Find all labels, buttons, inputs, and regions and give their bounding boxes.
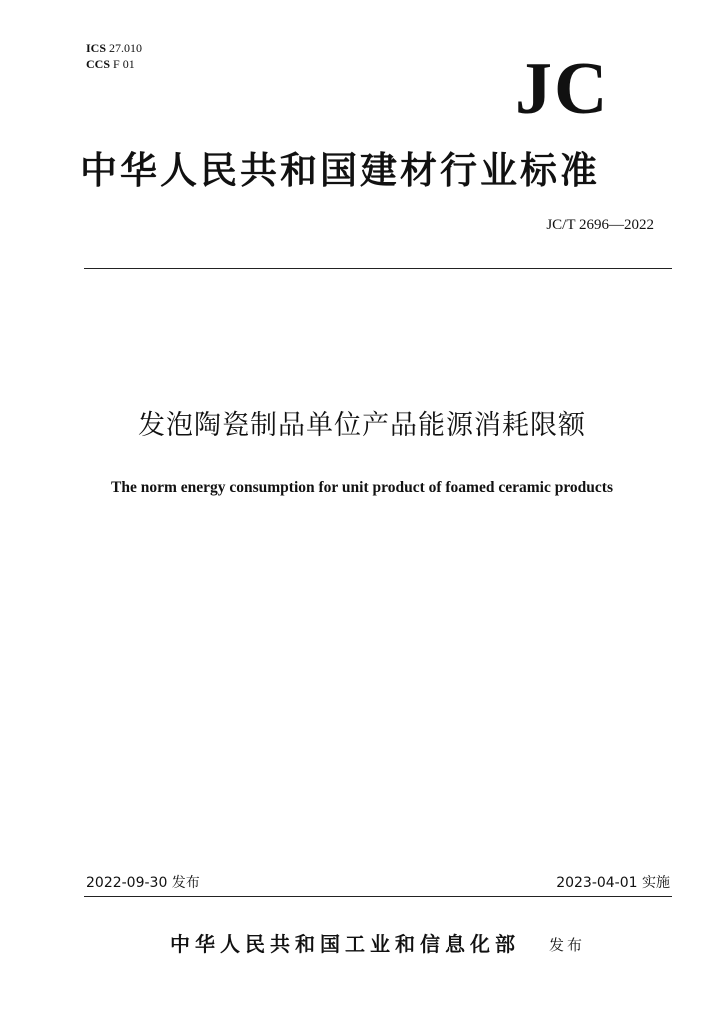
ccs-label: CCS <box>86 57 111 71</box>
ccs-code: F 01 <box>113 57 135 71</box>
implementation-date: 2023-04-01 实施 <box>556 875 670 891</box>
jc-logo: JC <box>515 48 610 130</box>
ics-line <box>86 40 142 56</box>
top-divider <box>84 268 672 269</box>
ics-code: 27.010 <box>109 41 143 55</box>
ics-label: ICS <box>86 41 107 55</box>
standard-number: JC/T 2696—2022 <box>546 217 654 233</box>
document-title-english: The norm energy consumption for unit product of foamed ceramic products <box>110 479 613 496</box>
standard-category: 中华人民共和国建材行业标准 <box>80 148 600 192</box>
publisher-name: 中华人民共和国工业和信息化部 <box>170 932 520 956</box>
publish-label: 发布 <box>549 936 586 954</box>
classification-codes <box>86 40 142 72</box>
ccs-line <box>86 56 142 72</box>
issue-date: 2022-09-30 发布 <box>86 875 200 891</box>
document-title-chinese: 发泡陶瓷制品单位产品能源消耗限额 <box>138 410 586 441</box>
bottom-divider <box>84 896 672 897</box>
